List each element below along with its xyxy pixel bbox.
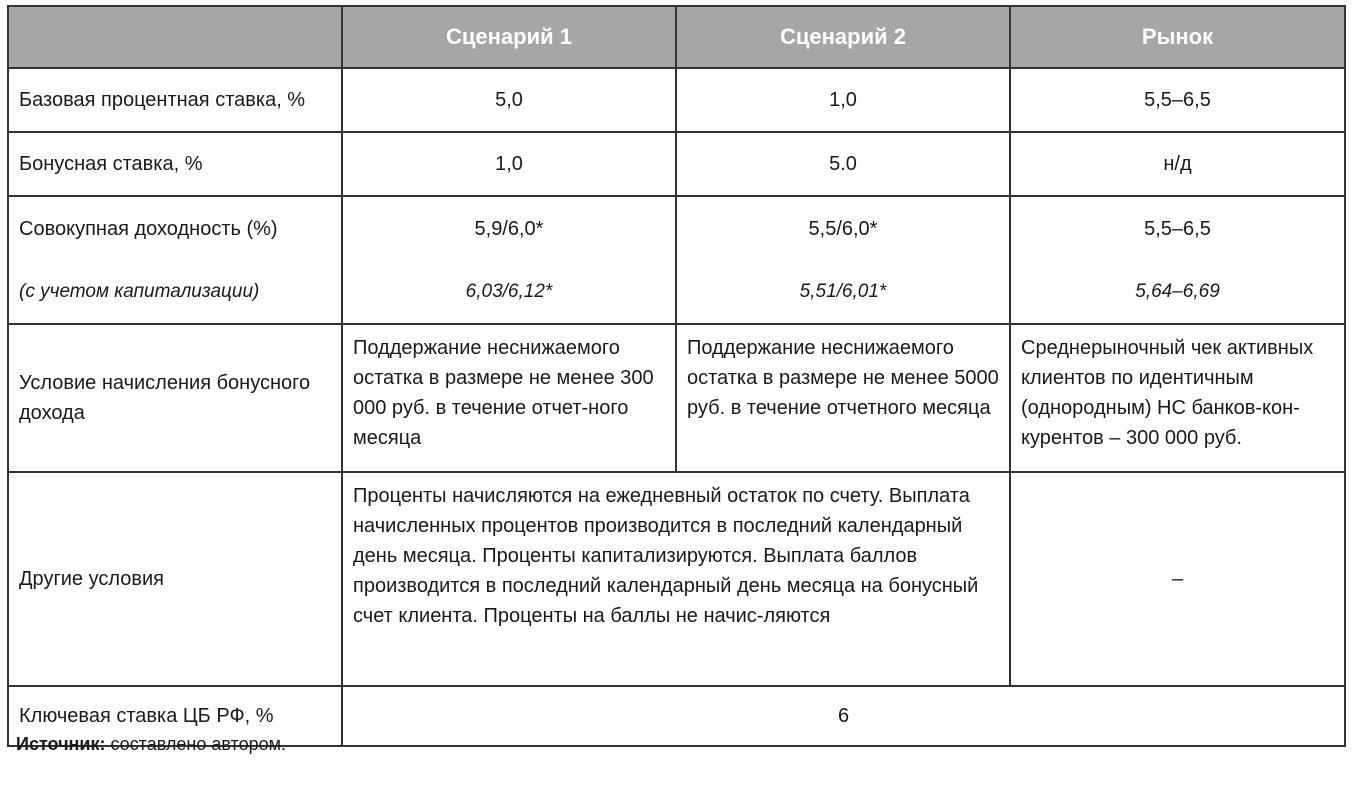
key-rate-value: 6	[342, 686, 1345, 746]
row-base-rate	[8, 68, 1345, 132]
bonus-rate-s2: 5.0	[676, 132, 1010, 196]
header-empty	[8, 6, 342, 68]
total-yield-s2: 5,5/6,0*	[808, 217, 878, 240]
other-conditions-text: Проценты начисляются на ежедневный остаток по счету. Выплата начисленных процентов производится в последний календарный день месяца. Проценты капитализируются. Выплата баллов производится в последний календарный день месяца на бонусный счет клиента. Проценты на баллы не начис-ляются	[342, 472, 1010, 686]
total-yield-market-cell	[1010, 196, 1345, 324]
total-yield-market: 5,5–6,5	[1144, 217, 1211, 240]
bonus-condition-s1: Поддержание неснижаемого остатка в размере не менее 300 000 руб. в течение отчет-ного месяца	[342, 324, 676, 472]
row-bonus-rate	[8, 132, 1345, 196]
bonus-condition-market: Среднерыночный чек активных клиентов по идентичным (однородным) НС банков-кон-курентов – 300 000 руб.	[1010, 324, 1345, 472]
source-text: составлено автором.	[105, 734, 286, 754]
comparison-table	[7, 5, 1346, 747]
header-row	[8, 6, 1345, 68]
bonus-rate-label: Бонусная ставка, %	[8, 132, 342, 196]
bonus-condition-label: Условие начисления бонусного дохода	[8, 324, 342, 472]
source-label: Источник:	[16, 734, 106, 754]
base-rate-market: 5,5–6,5	[1010, 68, 1345, 132]
row-total-yield	[8, 196, 1345, 324]
row-other-conditions	[8, 472, 1345, 686]
total-yield-market-cap: 5,64–6,69	[1135, 280, 1220, 302]
header-market: Рынок	[1010, 6, 1345, 68]
base-rate-label: Базовая процентная ставка, %	[8, 68, 342, 132]
total-yield-s2-cap: 5,51/6,01*	[799, 280, 887, 302]
total-yield-s2-cell	[676, 196, 1010, 324]
row-bonus-condition	[8, 324, 1345, 472]
base-rate-s1: 5,0	[342, 68, 676, 132]
header-scenario-2: Сценарий 2	[676, 6, 1010, 68]
other-conditions-market: –	[1010, 472, 1345, 686]
total-yield-label-cell	[8, 196, 342, 324]
bonus-condition-s2: Поддержание неснижаемого остатка в размере не менее 5000 руб. в течение отчетного месяца	[676, 324, 1010, 472]
bonus-rate-s1: 1,0	[342, 132, 676, 196]
total-yield-sublabel: (с учетом капитализации)	[19, 280, 260, 302]
other-conditions-label: Другие условия	[8, 472, 342, 686]
source-note	[16, 732, 286, 756]
total-yield-s1-cell	[342, 196, 676, 324]
key-rate-label: Ключевая ставка ЦБ РФ, %	[8, 686, 342, 746]
bonus-rate-market: н/д	[1010, 132, 1345, 196]
total-yield-s1: 5,9/6,0*	[474, 217, 544, 240]
total-yield-label: Совокупная доходность (%)	[19, 217, 278, 240]
total-yield-s1-cap: 6,03/6,12*	[465, 280, 553, 302]
header-scenario-1: Сценарий 1	[342, 6, 676, 68]
base-rate-s2: 1,0	[676, 68, 1010, 132]
